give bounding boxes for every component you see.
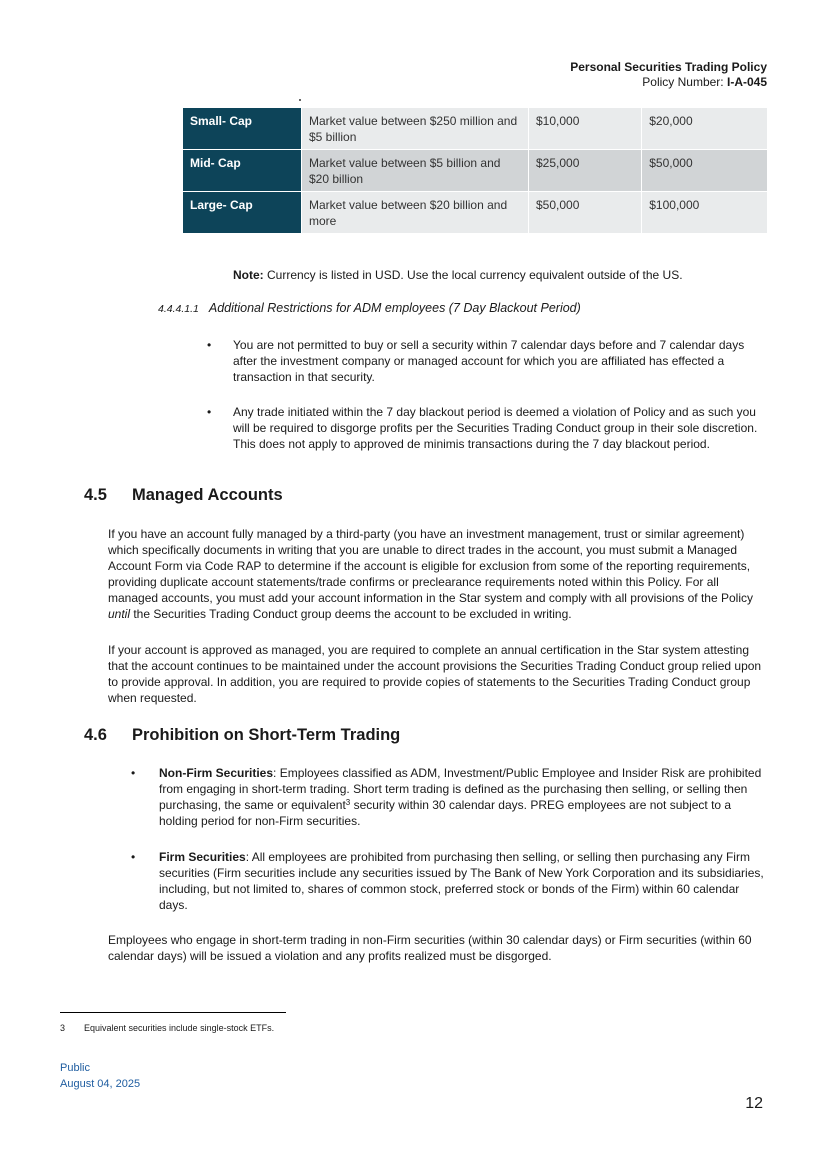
paragraph-text: the Securities Trading Conduct group deems the account to be excluded in writing. (130, 607, 572, 621)
policy-number: I-A-045 (726, 75, 767, 89)
value-cell: $10,000 (529, 108, 642, 150)
description-cell: Market value between $250 million and $5 billion (302, 108, 529, 150)
table-row (183, 192, 767, 234)
bullet-text (159, 849, 767, 913)
footnote-number: 3 (60, 1023, 66, 1033)
cap-cell: Large- Cap (183, 192, 302, 234)
table-row (183, 150, 767, 192)
page-footer (60, 1060, 140, 1092)
policy-number-line (570, 75, 767, 90)
bullet-text: Any trade initiated within the 7 day blackout period is deemed a violation of Policy and as such you will be required to disgorge profits per the Securities Trading Conduct group in their sole discretion. This does not apply to approved de minimis transactions during the 7 day blackout period. (233, 405, 758, 451)
list-item (207, 404, 767, 452)
description-cell: Market value between $5 billion and $20 billion (302, 150, 529, 192)
subsection-title: Additional Restrictions for ADM employees (7 Day Blackout Period) (208, 301, 581, 315)
short-term-closing-paragraph: Employees who engage in short-term trading in non-Firm securities (within 30 calendar days) or Firm securities (within 60 calendar days) will be issued a violation and any profits realized must be disgorged. (108, 933, 752, 963)
value-cell: $20,000 (642, 108, 767, 150)
footnote-text: Equivalent securities include single-stock ETFs. (84, 1023, 275, 1033)
subsection-number: 4.4.4.1.1 (158, 303, 199, 315)
footnote (60, 1023, 274, 1033)
classification-label: Public (60, 1062, 90, 1074)
section-heading-4-6 (84, 726, 400, 745)
bullet-text: You are not permitted to buy or sell a security within 7 calendar days before and 7 calendar days after the investment company or managed account for which you are affiliated has effected a transaction in that security. (233, 338, 745, 384)
value-cell: $100,000 (642, 192, 767, 234)
footnote-divider (60, 1012, 286, 1013)
policy-number-label: Policy Number: (642, 75, 727, 89)
subsection-heading (158, 301, 581, 315)
page-number: 12 (745, 1095, 763, 1112)
value-cell: $25,000 (529, 150, 642, 192)
bullet-icon: • (131, 766, 136, 780)
footnote-ref: 3 (345, 798, 351, 807)
bullet-icon: • (207, 338, 212, 352)
table-row (183, 108, 767, 150)
bullet-label: Non-Firm Securities (159, 766, 274, 780)
bullet-body: security within 30 calendar days. PREG employees are not subject to a holding period for non-Firm securities. (159, 798, 732, 828)
description-cell: Market value between $20 billion and more (302, 192, 529, 234)
value-cell: $50,000 (529, 192, 642, 234)
list-item (131, 765, 767, 829)
section-title: Managed Accounts (132, 486, 283, 504)
note-text: Currency is listed in USD. Use the local currency equivalent outside of the US. (263, 268, 683, 282)
section-heading-4-5 (84, 486, 283, 505)
value-cell: $50,000 (642, 150, 767, 192)
bullet-body: : Employees classified as ADM, Investment/Public Employee and Insider Risk are prohibited from engaging in short-term trading. Short term trading is defined as the purchasing then selling, or selling then purchasing, the same or equivalent (159, 766, 762, 812)
emphasis-text: until (108, 607, 131, 621)
section-number: 4.5 (84, 486, 107, 504)
managed-accounts-paragraph-2: If your account is approved as managed, you are required to complete an annual certification in the Star system attesting that the account continues to be maintained under the account provisions the Securities Trading Conduct group relied upon to provide approval. In addition, you are required to provide copies of statements to the Securities Trading Conduct group when requested. (108, 643, 762, 705)
list-item (131, 849, 767, 913)
bullet-icon: • (131, 850, 136, 864)
section-number: 4.6 (84, 726, 107, 744)
bullet-body: : All employees are prohibited from purchasing then selling, or selling then purchasing any Firm securities (Firm securities include any securities issued by The Bank of New York Corporation and its subsidiaries, including, but not limited to, shares of common stock, preferred stock or bonds of the Firm) within 60 calendar days. (159, 850, 764, 912)
policy-title: Personal Securities Trading Policy (570, 60, 767, 74)
bullet-text (159, 765, 767, 829)
currency-note (233, 268, 683, 282)
cap-cell: Mid- Cap (183, 150, 302, 192)
list-item (207, 337, 767, 385)
bullet-label: Firm Securities (159, 850, 246, 864)
note-label: Note: (233, 268, 264, 282)
cap-cell: Small- Cap (183, 108, 302, 150)
market-cap-table (183, 108, 767, 234)
document-date: August 04, 2025 (60, 1078, 141, 1090)
page-header (570, 60, 767, 90)
stray-dot (299, 99, 301, 101)
bullet-icon: • (207, 405, 212, 419)
section-title: Prohibition on Short-Term Trading (132, 726, 401, 744)
managed-accounts-paragraph-1 (108, 526, 768, 622)
paragraph-text: If you have an account fully managed by a third-party (you have an investment management, trust or similar agreement) which specifically documents in writing that you are unable to direct trades in the account, you must submit a Managed Account Form via Code RAP to determine if the account is eligible for exclusion from some of the reporting requirements, providing duplicate account statements/trade confirms or preclearance requirements noted within this Policy. For all managed accounts, you must add your account information in the Star system and comply with all provisions of the Policy (108, 527, 753, 605)
